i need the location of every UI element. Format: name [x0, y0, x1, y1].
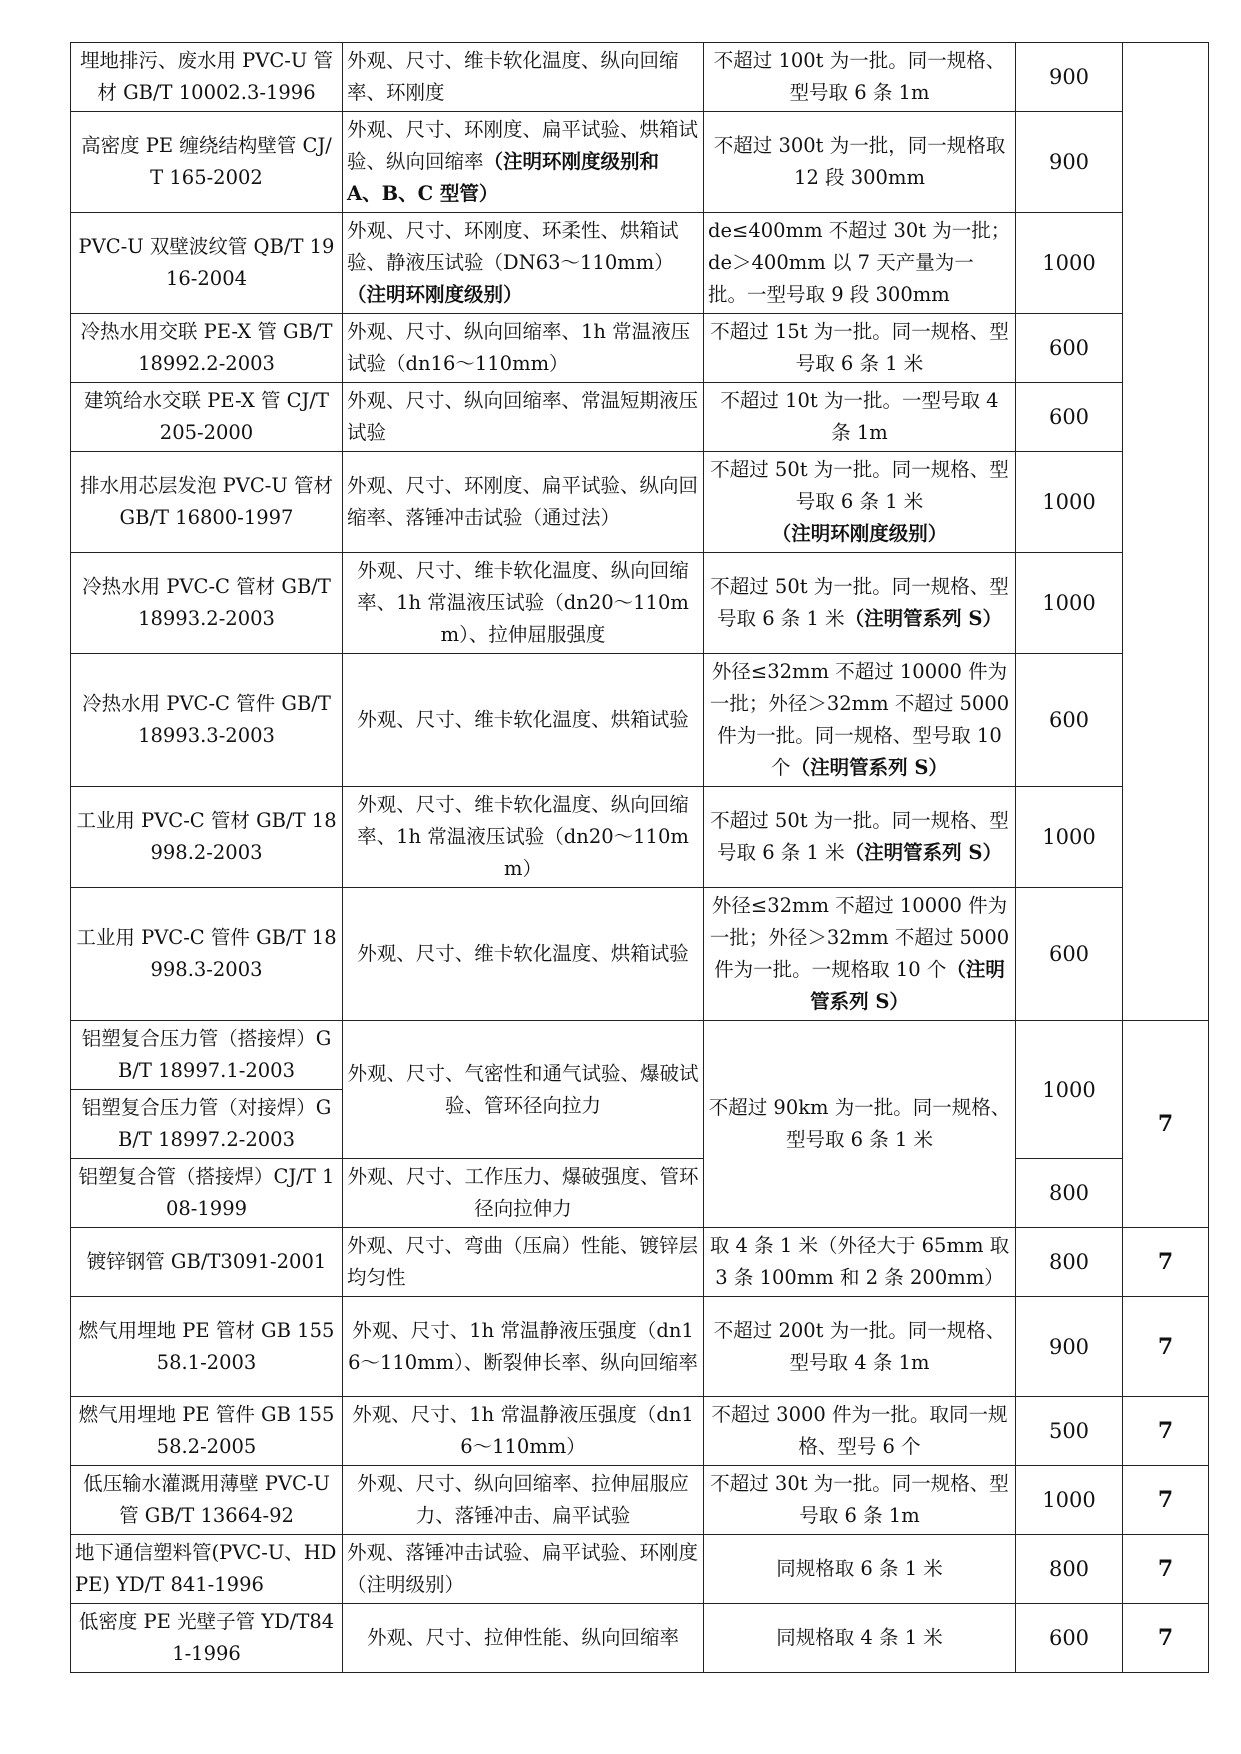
batch-rule-cell: 不超过 90km 为一批。同一规格、型号取 6 条 1 米 [704, 1021, 1016, 1228]
batch-rule-text: 不超过 50t 为一批。同一规格、型号取 6 条 1 米 [710, 458, 1009, 513]
days-cell: 7 [1123, 1297, 1209, 1397]
product-name-cell: 地下通信塑料管(PVC-U、HDPE) YD/T 841-1996 [71, 1535, 343, 1604]
price-cell: 900 [1016, 1297, 1123, 1397]
price-cell: 1000 [1016, 452, 1123, 553]
batch-rule-cell: 不超过 300t 为一批，同一规格取 12 段 300mm [704, 112, 1016, 213]
table-row [71, 888, 1209, 1021]
table-row [71, 1535, 1209, 1604]
batch-rule-cell [704, 888, 1016, 1021]
batch-rule-cell: 不超过 10t 为一批。一型号取 4 条 1m [704, 383, 1016, 452]
batch-rule-cell [704, 787, 1016, 888]
price-cell: 1000 [1016, 1466, 1123, 1535]
test-items-cell: 外观、尺寸、环刚度、扁平试验、纵向回缩率、落锤冲击试验（通过法） [343, 452, 704, 553]
batch-rule-cell [704, 654, 1016, 787]
batch-rule-note: （注明管系列 S） [790, 756, 948, 779]
batch-rule-cell: 同规格取 6 条 1 米 [704, 1535, 1016, 1604]
days-cell: 7 [1123, 1021, 1209, 1228]
table-row [71, 112, 1209, 213]
product-name-cell: 工业用 PVC-C 管件 GB/T 18998.3-2003 [71, 888, 343, 1021]
batch-rule-text: 外径≤32mm 不超过 10000 件为一批；外径＞32mm 不超过 5000 件为一批。同一规格、型号取 10 个 [709, 660, 1010, 779]
product-name-cell: 燃气用埋地 PE 管件 GB 15558.2-2005 [71, 1397, 343, 1466]
price-cell: 600 [1016, 888, 1123, 1021]
product-name-cell: 埋地排污、废水用 PVC-U 管材 GB/T 10002.3-1996 [71, 43, 343, 112]
test-items-cell: 外观、尺寸、维卡软化温度、纵向回缩率、环刚度 [343, 43, 704, 112]
test-items-cell: 外观、尺寸、气密性和通气试验、爆破试验、管环径向拉力 [343, 1021, 704, 1159]
price-cell: 900 [1016, 112, 1123, 213]
test-items-text: 外观、尺寸、环刚度、扁平试验、烘箱试验、纵向回缩率 [347, 118, 699, 173]
test-items-cell: 外观、尺寸、维卡软化温度、纵向回缩率、1h 常温液压试验（dn20～110mm） [343, 787, 704, 888]
test-items-cell: 外观、尺寸、维卡软化温度、烘箱试验 [343, 888, 704, 1021]
test-items-cell: 外观、尺寸、1h 常温静液压强度（dn16～110mm） [343, 1397, 704, 1466]
test-items-cell: 外观、尺寸、1h 常温静液压强度（dn16～110mm）、断裂伸长率、纵向回缩率 [343, 1297, 704, 1397]
product-name-cell: 建筑给水交联 PE-X 管 CJ/T 205-2000 [71, 383, 343, 452]
price-cell: 1000 [1016, 1021, 1123, 1159]
product-name-cell: 铝塑复合压力管（对接焊）GB/T 18997.2-2003 [71, 1090, 343, 1159]
days-cell-empty [1123, 43, 1209, 1021]
product-name-cell: 冷热水用交联 PE-X 管 GB/T 18992.2-2003 [71, 314, 343, 383]
test-items-cell: 外观、尺寸、维卡软化温度、烘箱试验 [343, 654, 704, 787]
batch-rule-text: 不超过 50t 为一批。同一规格、型号取 6 条 1 米 [710, 575, 1009, 630]
price-cell: 800 [1016, 1159, 1123, 1228]
table-row [71, 1159, 1209, 1228]
table-row [71, 1297, 1209, 1397]
table-row [71, 1397, 1209, 1466]
batch-rule-cell: de≤400mm 不超过 30t 为一批；de＞400mm 以 7 天产量为一批。一型号取 9 段 300mm [704, 213, 1016, 314]
batch-rule-cell: 不超过 3000 件为一批。取同一规格、型号 6 个 [704, 1397, 1016, 1466]
test-spec-table [70, 42, 1209, 1673]
test-items-cell: 外观、落锤冲击试验、扁平试验、环刚度（注明级别） [343, 1535, 704, 1604]
batch-rule-text: 不超过 50t 为一批。同一规格、型号取 6 条 1 米 [710, 809, 1009, 864]
days-cell: 7 [1123, 1228, 1209, 1297]
batch-rule-cell [704, 452, 1016, 553]
price-cell: 600 [1016, 1604, 1123, 1673]
test-items-cell: 外观、尺寸、工作压力、爆破强度、管环径向拉伸力 [343, 1159, 704, 1228]
table-row [71, 452, 1209, 553]
table-row [71, 1228, 1209, 1297]
days-cell: 7 [1123, 1535, 1209, 1604]
test-items-note: （注明环刚度级别和 A、B、C 型管） [347, 150, 660, 205]
price-cell: 600 [1016, 383, 1123, 452]
test-items-note: （注明环刚度级别） [347, 283, 523, 306]
product-name-cell: 排水用芯层发泡 PVC-U 管材 GB/T 16800-1997 [71, 452, 343, 553]
test-items-cell: 外观、尺寸、纵向回缩率、常温短期液压试验 [343, 383, 704, 452]
batch-rule-text: 外径≤32mm 不超过 10000 件为一批；外径＞32mm 不超过 5000 件为一批。一规格取 10 个 [709, 894, 1010, 981]
batch-rule-cell: 同规格取 4 条 1 米 [704, 1604, 1016, 1673]
table-row [71, 553, 1209, 654]
test-items-cell: 外观、尺寸、拉伸性能、纵向回缩率 [343, 1604, 704, 1673]
product-name-cell: PVC-U 双壁波纹管 QB/T 1916-2004 [71, 213, 343, 314]
test-items-cell: 外观、尺寸、纵向回缩率、1h 常温液压试验（dn16～110mm） [343, 314, 704, 383]
product-name-cell: 冷热水用 PVC-C 管材 GB/T 18993.2-2003 [71, 553, 343, 654]
product-name-cell: 燃气用埋地 PE 管材 GB 15558.1-2003 [71, 1297, 343, 1397]
batch-rule-cell [704, 553, 1016, 654]
price-cell: 1000 [1016, 213, 1123, 314]
batch-rule-cell: 不超过 100t 为一批。同一规格、型号取 6 条 1m [704, 43, 1016, 112]
days-cell: 7 [1123, 1466, 1209, 1535]
product-name-cell: 镀锌钢管 GB/T3091-2001 [71, 1228, 343, 1297]
product-name-cell: 工业用 PVC-C 管材 GB/T 18998.2-2003 [71, 787, 343, 888]
days-cell: 7 [1123, 1397, 1209, 1466]
batch-rule-cell: 不超过 30t 为一批。同一规格、型号取 6 条 1m [704, 1466, 1016, 1535]
test-items-cell [343, 213, 704, 314]
product-name-cell: 铝塑复合管（搭接焊）CJ/T 108-1999 [71, 1159, 343, 1228]
price-cell: 1000 [1016, 553, 1123, 654]
test-items-cell: 外观、尺寸、维卡软化温度、纵向回缩率、1h 常温液压试验（dn20～110mm）、拉伸屈服强度 [343, 553, 704, 654]
test-items-text: 外观、尺寸、环刚度、环柔性、烘箱试验、静液压试验（DN63～110mm） [347, 219, 679, 274]
product-name-cell: 铝塑复合压力管（搭接焊）GB/T 18997.1-2003 [71, 1021, 343, 1090]
product-name-cell: 低压输水灌溉用薄壁 PVC-U 管 GB/T 13664-92 [71, 1466, 343, 1535]
table-row [71, 43, 1209, 112]
product-name-cell: 低密度 PE 光壁子管 YD/T841-1996 [71, 1604, 343, 1673]
price-cell: 600 [1016, 314, 1123, 383]
batch-rule-note: （注明管系列 S） [810, 958, 1005, 1013]
price-cell: 900 [1016, 43, 1123, 112]
test-items-cell [343, 112, 704, 213]
table-row [71, 1604, 1209, 1673]
batch-rule-cell: 不超过 15t 为一批。同一规格、型号取 6 条 1 米 [704, 314, 1016, 383]
batch-rule-cell: 取 4 条 1 米（外径大于 65mm 取 3 条 100mm 和 2 条 200mm） [704, 1228, 1016, 1297]
price-cell: 600 [1016, 654, 1123, 787]
price-cell: 1000 [1016, 787, 1123, 888]
table-row [71, 1021, 1209, 1090]
test-items-cell: 外观、尺寸、纵向回缩率、拉伸屈服应力、落锤冲击、扁平试验 [343, 1466, 704, 1535]
batch-rule-note: （注明管系列 S） [844, 607, 1002, 630]
batch-rule-cell: 不超过 200t 为一批。同一规格、型号取 4 条 1m [704, 1297, 1016, 1397]
table-row [71, 1466, 1209, 1535]
table-row [71, 213, 1209, 314]
product-name-cell: 冷热水用 PVC-C 管件 GB/T 18993.3-2003 [71, 654, 343, 787]
test-items-cell: 外观、尺寸、弯曲（压扁）性能、镀锌层均匀性 [343, 1228, 704, 1297]
table-row [71, 654, 1209, 787]
table-row [71, 314, 1209, 383]
table-row [71, 383, 1209, 452]
product-name-cell: 高密度 PE 缠绕结构壁管 CJ/T 165-2002 [71, 112, 343, 213]
days-cell: 7 [1123, 1604, 1209, 1673]
price-cell: 800 [1016, 1228, 1123, 1297]
batch-rule-note: （注明管系列 S） [844, 841, 1002, 864]
batch-rule-note: （注明环刚度级别） [771, 522, 948, 545]
price-cell: 800 [1016, 1535, 1123, 1604]
price-cell: 500 [1016, 1397, 1123, 1466]
table-row [71, 787, 1209, 888]
